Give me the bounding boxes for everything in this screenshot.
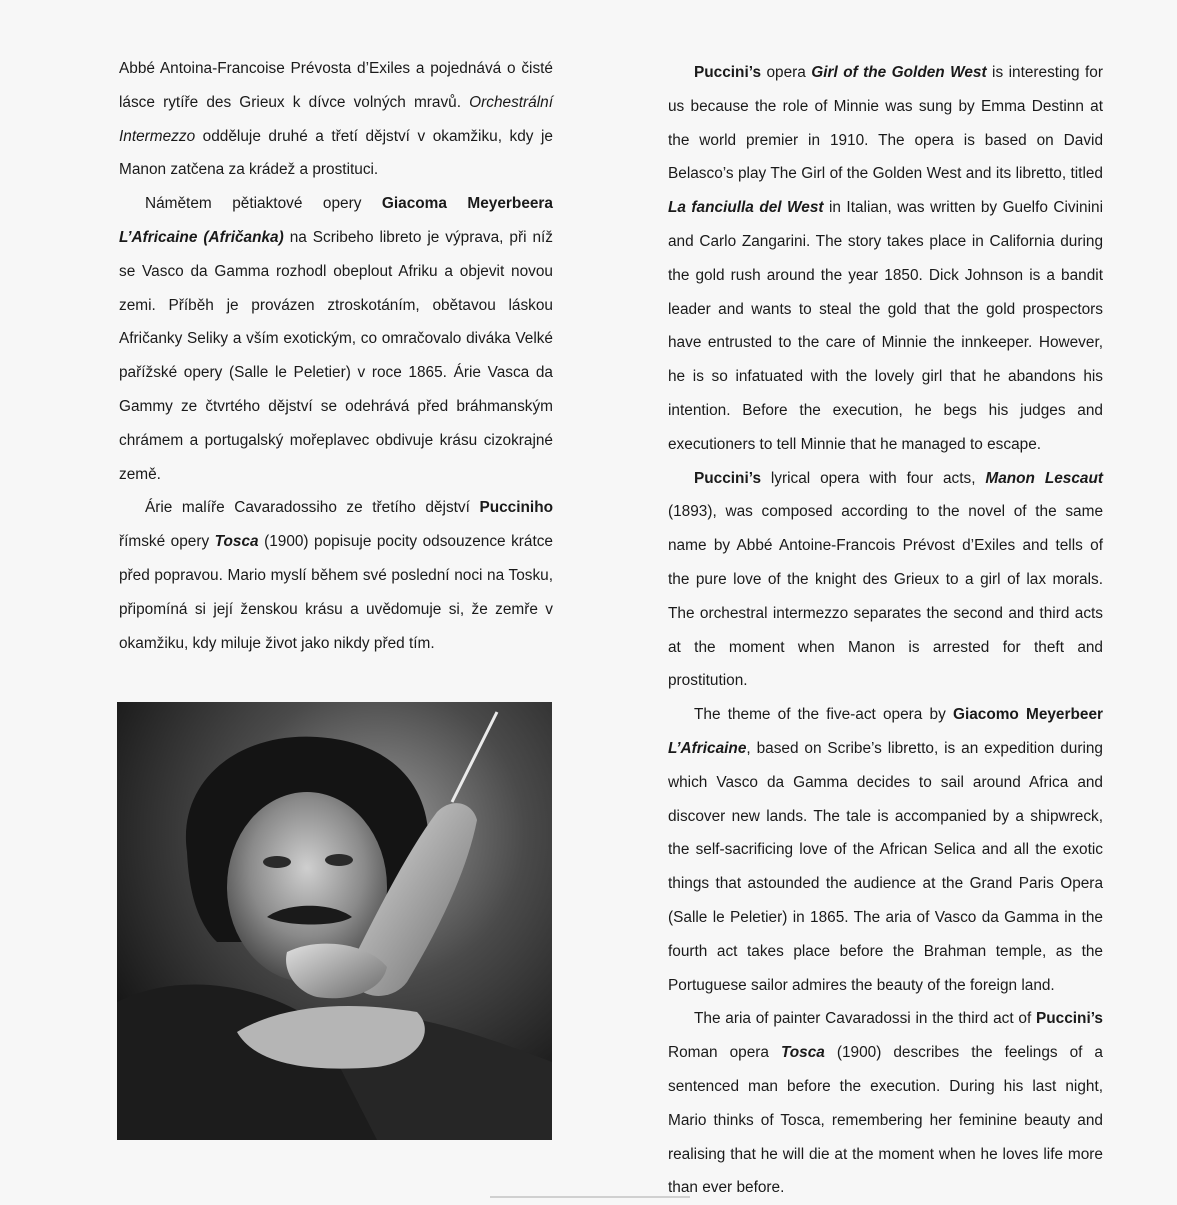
opera-title: La fanciulla del West — [668, 199, 824, 217]
text-run: Roman opera — [668, 1044, 781, 1062]
text-run: Árie malíře Cavaradossiho ze třetího dějství — [145, 499, 480, 517]
text-run: The aria of painter Cavaradossi in the third act of — [694, 1010, 1036, 1028]
paragraph-tosca-en — [668, 1002, 1103, 1205]
opera-title: Manon Lescaut — [985, 469, 1104, 487]
czech-text-column — [119, 52, 553, 660]
text-run: na Scribeho libreto je výprava, při níž se Vasco da Gamma rozhodl obeplout Afriku a objevit novou zemi. Příběh je provázen ztroskotáním, obětavou láskou Afričanky Seliky a vším exotickým, co omračovalo diváka Velké pařížské opery (Salle le Peletier) v roce 1865. Árie Vasca da Gammy ze čtvrtého dějství se odehrává před bráhmanským chrámem a portugalský mořeplavec obdivuje krásu cizokrajné země. — [119, 228, 553, 483]
paragraph-africaine-cz — [119, 187, 553, 491]
opera-title: L’Africaine (Afričanka) — [119, 228, 284, 246]
text-run: (1893), was composed according to the novel of the same name by Abbé Antoine-Francois Prévost d’Exiles and tells of the pure love of the knight des Grieux to a girl of lax morals. The orchestral intermezzo separates the second and third acts at the moment when Manon is arrested for theft and prostitution. — [668, 503, 1103, 690]
composer-name: Puccini’s — [1035, 1010, 1103, 1028]
italic-title: Orchestrální Intermezzo — [119, 93, 553, 145]
english-text-column — [668, 56, 1103, 1205]
text-run: odděluje druhé a třetí dějství v okamžiku, kdy je Manon zatčena za krádež a prostituci. — [119, 127, 553, 179]
text-run: in Italian, was written by Guelfo Civinini and Carlo Zangarini. The story takes place in California during the gold rush around the year 1850. Dick Johnson is a bandit leader and wants to steal the gold that the gold prospectors have entrusted to the care of Minnie the innkeeper. However, he is so infatuated with the lovely girl that he abandons his intention. Before the execution, he begs his judges and executioners to tell Minnie that he managed to escape. — [668, 199, 1103, 453]
opera-title: Tosca — [780, 1044, 825, 1062]
page-edge-mark — [490, 1196, 690, 1198]
text-run: (1900) popisuje pocity odsouzence krátce před popravou. Mario myslí během své poslední noci na Tosku, připomíná si její ženskou krásu a uvědomuje si, že zemře v okamžiku, kdy miluje život jako nikdy před tím. — [119, 533, 553, 652]
opera-title: Tosca — [214, 533, 259, 551]
composer-name: Giacomo Meyerbeer — [952, 706, 1103, 724]
paragraph-africaine-en — [668, 698, 1103, 1002]
paragraph-manon-en — [668, 462, 1103, 699]
text-run: , based on Scribe’s libretto, is an expedition during which Vasco da Gamma decides to sail around Africa and discover new lands. The tale is accompanied by a shipwreck, the self-sacrificing love of the African Selica and all the exotic things that astounded the audience at the Grand Paris Opera (Salle le Peletier) in 1865. The aria of Vasco da Gamma in the fourth act takes place before the Brahman temple, as the Portuguese sailor admires the beauty of the foreign land. — [668, 739, 1103, 994]
paragraph-tosca-cz — [119, 491, 553, 660]
text-run: opera — [761, 64, 812, 81]
text-run: The theme of the five-act opera by — [694, 706, 953, 724]
text-run: is interesting for us because the role of Minnie was sung by Emma Destinn at the world premier in 1910. The opera is based on David Belasco’s play The Girl of the Golden West and its libretto, titled — [668, 64, 1103, 183]
composer-name: Giacoma Meyerbeera — [381, 195, 553, 213]
composer-name: Puccini’s — [694, 64, 762, 81]
text-run: Abbé Antoina-Francoise Prévosta d’Exiles a pojednává o čisté lásce rytíře des Grieux k dívce volných mravů. — [119, 60, 553, 111]
opera-title: L’Africaine — [668, 739, 747, 757]
composer-name: Pucciniho — [479, 499, 553, 517]
conductor-photo-illustration — [117, 702, 552, 1140]
text-run: (1900) describes the feelings of a sentenced man before the execution. During his last night, Mario thinks of Tosca, remembering her feminine beauty and realising that he will die at the moment when he loves life more than ever before. — [668, 1044, 1103, 1197]
text-run: Námětem pětiaktové opery — [145, 195, 382, 213]
text-run: lyrical opera with four acts, — [761, 469, 986, 487]
paragraph-golden-west-en — [668, 56, 1103, 462]
composer-name: Puccini’s — [694, 469, 762, 487]
paragraph-manon-cz — [119, 52, 553, 187]
conductor-photo — [117, 702, 552, 1140]
opera-title: Girl of the Golden West — [811, 64, 987, 81]
text-run: římské opery — [119, 533, 215, 551]
